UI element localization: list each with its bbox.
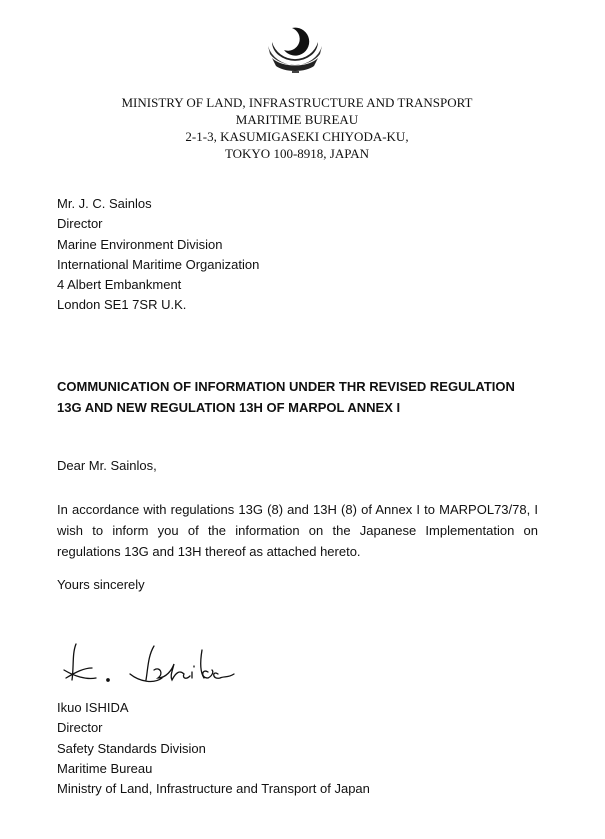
letterhead-line: 2-1-3, KASUMIGASEKI CHIYODA-KU, [185, 129, 409, 144]
letterhead-line: TOKYO 100-8918, JAPAN [224, 146, 370, 161]
ministry-emblem-icon [262, 20, 328, 81]
signatory-line: Safety Standards Division [57, 740, 206, 756]
signatory-line: Ikuo ISHIDA [57, 700, 129, 715]
handwritten-signature [62, 640, 262, 693]
body-paragraph: In accordance with regulations 13G (8) and 13H (8) of Annex I to MARPOL73/78, I wish to inform you of the information on the Japanese Implementation on regulations 13G and 13H thereof as attached hereto. [57, 502, 538, 559]
salutation: Dear Mr. Sainlos, [57, 458, 157, 473]
address-line: 4 Albert Embankment [57, 277, 182, 293]
closing: Yours sincerely [57, 577, 145, 592]
signatory-line: Director [57, 720, 103, 736]
recipient-address [57, 194, 259, 316]
address-line: Marine Environment Division [57, 236, 223, 252]
signatory-line: Maritime Bureau [57, 760, 153, 776]
letterhead-line: MINISTRY OF LAND, INFRASTRUCTURE AND TRANSPORT [121, 95, 473, 110]
letterhead [0, 94, 594, 162]
address-line: Mr. J. C. Sainlos [57, 196, 152, 211]
address-line: International Maritime Organization [57, 256, 260, 272]
address-line: London SE1 7SR U.K. [57, 297, 187, 313]
subject-line: 13G AND NEW REGULATION 13H OF MARPOL ANNEX I [57, 400, 401, 415]
signatory-block [57, 698, 370, 799]
letterhead-line: MARITIME BUREAU [235, 112, 359, 127]
address-line: Director [57, 216, 103, 232]
signatory-line: Ministry of Land, Infrastructure and Transport of Japan [57, 781, 370, 797]
subject-heading [57, 376, 547, 418]
subject-line: COMMUNICATION OF INFORMATION UNDER THR REVISED REGULATION [57, 379, 515, 394]
